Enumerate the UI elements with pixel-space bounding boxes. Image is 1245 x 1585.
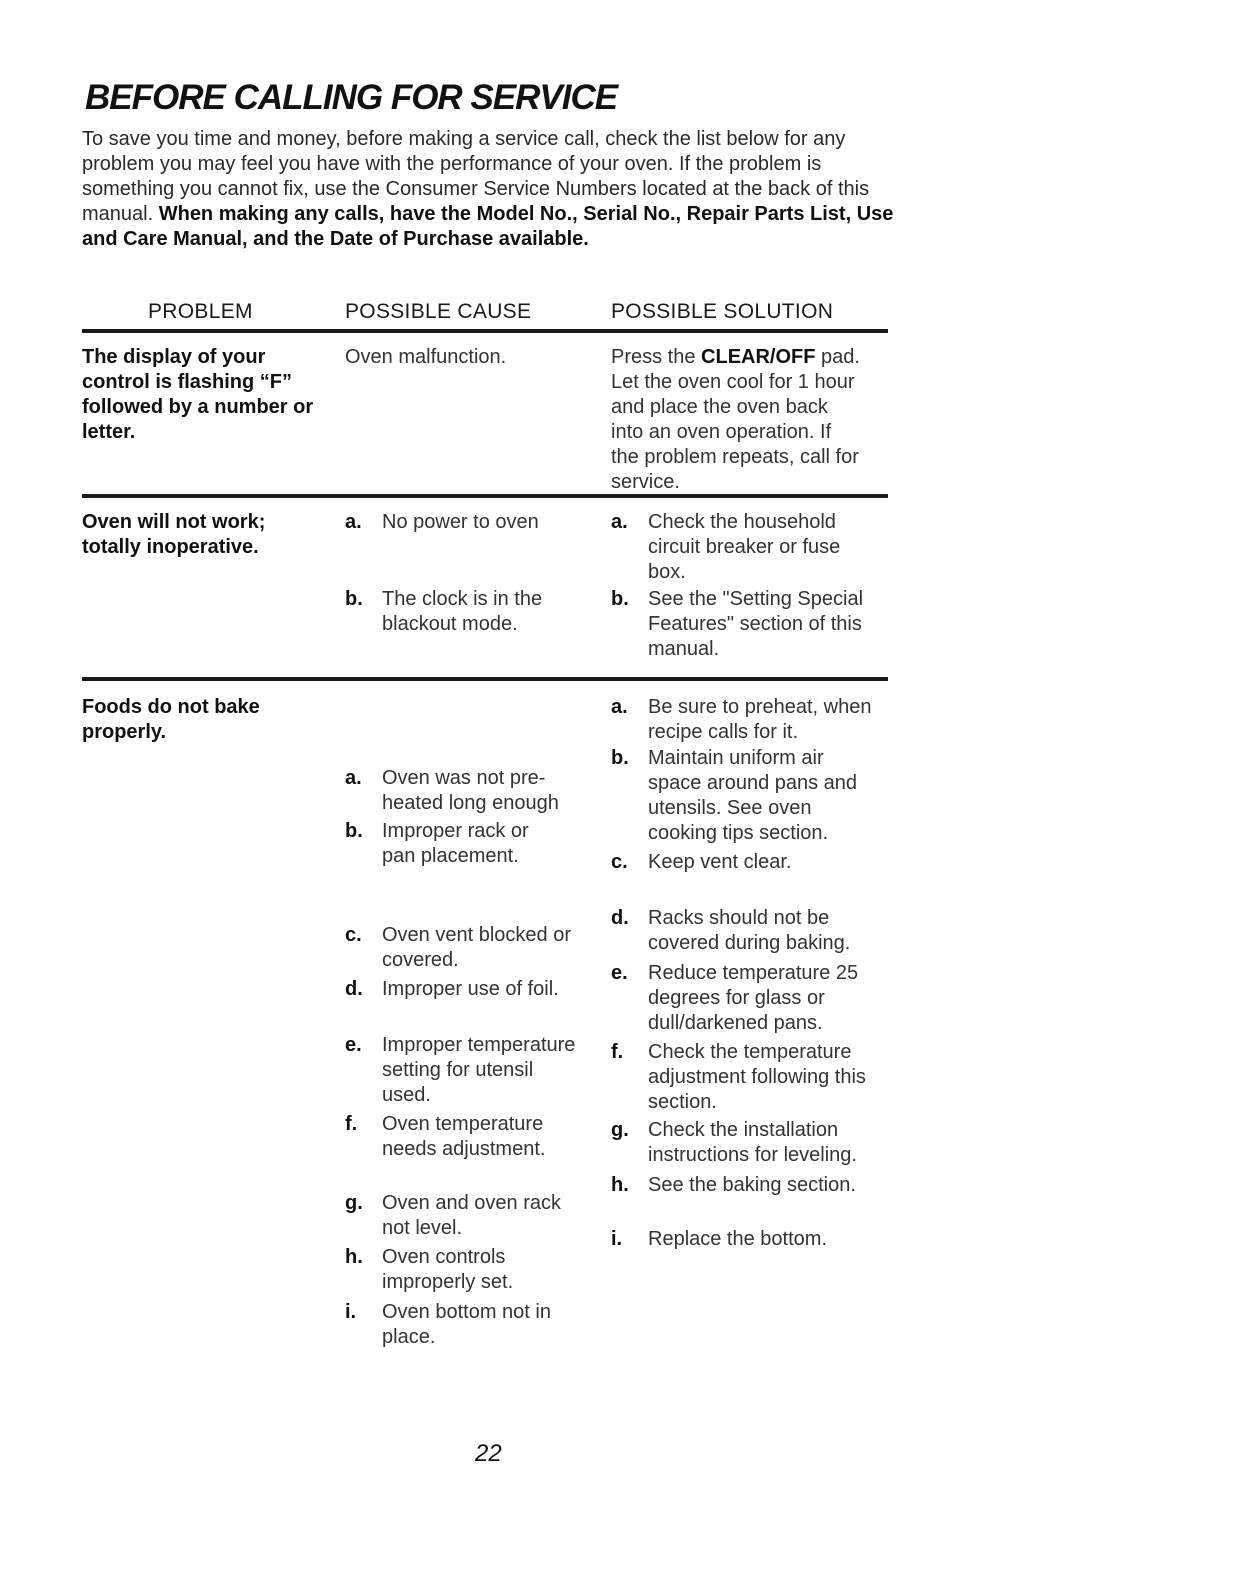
- cause-letter: h.: [345, 1246, 363, 1268]
- cause-text: Oven was not pre-heated long enough: [382, 767, 559, 814]
- solution-letter: a.: [611, 696, 628, 718]
- cause-letter: c.: [345, 924, 362, 946]
- cause-letter: b.: [345, 820, 363, 842]
- header-solution: POSSIBLE SOLUTION: [611, 300, 834, 323]
- solution-text: Keep vent clear.: [648, 851, 792, 873]
- row1-solution-rest: pad. Let the oven cool for 1 hour and place the oven back into an oven operation. If the problem repeats, call for service.: [611, 346, 860, 493]
- cause-text: Oven vent blocked or covered.: [382, 924, 571, 971]
- solution-text: Be sure to preheat, when recipe calls for it.: [648, 696, 872, 743]
- row3-cause-a: [345, 766, 590, 816]
- solution-letter: g.: [611, 1119, 629, 1141]
- row1-problem: The display of your control is flashing “F” followed by a number or letter.: [82, 346, 314, 443]
- row3-problem: Foods do not bake properly.: [82, 696, 260, 743]
- cause-text: Oven and oven rack not level.: [382, 1192, 561, 1239]
- row2-problem: Oven will not work; totally inoperative.: [82, 511, 266, 558]
- cause-letter: a.: [345, 511, 362, 533]
- cause-text: Oven bottom not in place.: [382, 1301, 551, 1348]
- solution-text: Replace the bottom.: [648, 1228, 827, 1250]
- row1-solution: [611, 345, 861, 495]
- row3-solution-e: [611, 961, 873, 1036]
- row3-solution-g: [611, 1118, 873, 1168]
- solution-text: Check the installation instructions for leveling.: [648, 1119, 857, 1166]
- row3-solution-d: [611, 906, 873, 956]
- page-number: 22: [475, 1440, 502, 1467]
- row2-rule: [82, 677, 888, 681]
- solution-text: See the "Setting Special Features" section of this manual.: [648, 588, 864, 660]
- solution-letter: a.: [611, 511, 628, 533]
- row3-cause-b: [345, 819, 565, 869]
- row3-cause-f: [345, 1112, 585, 1162]
- row3-solution-h: [611, 1173, 873, 1198]
- solution-letter: c.: [611, 851, 628, 873]
- row1-cause: Oven malfunction.: [345, 346, 507, 368]
- cause-letter: f.: [345, 1113, 358, 1135]
- solution-text: Racks should not be covered during baking.: [648, 907, 851, 954]
- row3-solution-a: [611, 695, 873, 745]
- row1-rule: [82, 494, 888, 498]
- solution-letter: b.: [611, 588, 629, 610]
- solution-letter: d.: [611, 907, 629, 929]
- row3-cause-h: [345, 1245, 565, 1295]
- clear-off-pad-label: CLEAR/OFF: [701, 346, 816, 368]
- cause-letter: e.: [345, 1034, 362, 1056]
- intro-bold-text: When making any calls, have the Model No., Serial No., Repair Parts List, Use and Care Manual, and the Date of Purchase available.: [82, 203, 894, 250]
- intro-text: To save you time and money, before making a service call, check the list below for any problem you may feel you have with the performance of your oven. If the problem is something you cannot fix, use the Consumer Service Numbers located at the back of this manual.: [82, 128, 870, 225]
- row3-cause-c: [345, 923, 585, 973]
- cause-text: No power to oven: [382, 511, 539, 533]
- solution-text: Reduce temperature 25 degrees for glass or dull/darkened pans.: [648, 962, 859, 1034]
- row3-cause-d: [345, 977, 595, 1002]
- intro-paragraph: [82, 127, 902, 252]
- cause-text: The clock is in the blackout mode.: [382, 588, 543, 635]
- header-cause: POSSIBLE CAUSE: [345, 300, 532, 323]
- header-problem: PROBLEM: [148, 300, 253, 323]
- solution-letter: i.: [611, 1228, 623, 1250]
- solution-text: Maintain uniform air space around pans and utensils. See oven cooking tips section.: [648, 747, 858, 844]
- row2-solution-a: [611, 510, 873, 585]
- page-title: BEFORE CALLING FOR SERVICE: [85, 78, 618, 117]
- row2-cause-a: [345, 510, 545, 535]
- row3-solution-b: [611, 746, 873, 846]
- row3-cause-g: [345, 1191, 565, 1241]
- cause-text: Improper use of foil.: [382, 978, 559, 1000]
- row1-solution-prefix: Press the: [611, 346, 702, 368]
- cause-letter: i.: [345, 1301, 357, 1323]
- row3-cause-e: [345, 1033, 585, 1108]
- row2-cause-b: [345, 587, 545, 637]
- row2-solution-b: [611, 587, 873, 662]
- cause-letter: b.: [345, 588, 363, 610]
- cause-letter: d.: [345, 978, 363, 1000]
- solution-letter: f.: [611, 1041, 624, 1063]
- header-rule: [82, 329, 888, 333]
- row3-solution-f: [611, 1040, 873, 1115]
- row3-solution-c: [611, 850, 873, 875]
- solution-text: Check the temperature adjustment following this section.: [648, 1041, 866, 1113]
- solution-text: Check the household circuit breaker or fuse box.: [648, 511, 841, 583]
- cause-text: Oven temperature needs adjustment.: [382, 1113, 546, 1160]
- solution-text: See the baking section.: [648, 1174, 856, 1196]
- solution-letter: b.: [611, 747, 629, 769]
- cause-text: Improper temperature setting for utensil used.: [382, 1034, 576, 1106]
- cause-letter: a.: [345, 767, 362, 789]
- solution-letter: h.: [611, 1174, 629, 1196]
- cause-text: Improper rack or pan placement.: [382, 820, 529, 867]
- solution-letter: e.: [611, 962, 628, 984]
- cause-text: Oven controls improperly set.: [382, 1246, 514, 1293]
- row3-cause-i: [345, 1300, 565, 1350]
- cause-letter: g.: [345, 1192, 363, 1214]
- row3-solution-i: [611, 1227, 873, 1252]
